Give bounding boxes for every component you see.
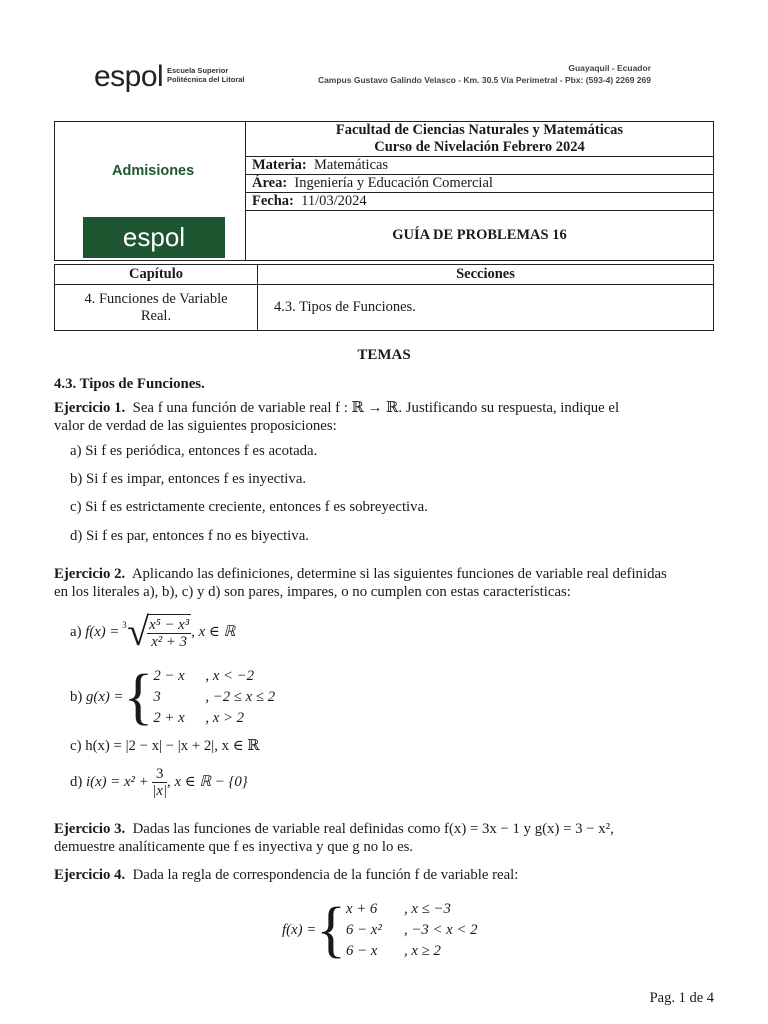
logo-subtitle xyxy=(167,66,245,84)
ej1-label: Ejercicio 1. xyxy=(54,400,126,416)
ej2-d-den: |x| xyxy=(152,782,168,799)
ej2-a-lhs: f(x) = xyxy=(85,624,120,640)
ej2-line2: en los literales a), b), c) y d) son pares, impares, o no cumplen con estas características: xyxy=(54,584,571,600)
espol-badge xyxy=(83,217,225,258)
ej2-a-num: x⁵ − x³ xyxy=(149,617,190,633)
left-brace: { xyxy=(316,896,346,964)
ej3-line2: demuestre analíticamente que f es inyectiva y que g no lo es. xyxy=(54,839,414,855)
ej2-label: Ejercicio 2. xyxy=(54,566,126,582)
ej2-d-lhs: i(x) = x² + xyxy=(86,774,149,790)
ej2-b-cases xyxy=(153,667,275,727)
cube-root xyxy=(122,609,191,654)
ej1-item-a: a) Si f es periódica, entonces f es acotada. xyxy=(70,443,318,459)
ej4-cases xyxy=(346,900,478,960)
ej1-item-c: c) Si f es estrictamente creciente, entonces f es sobreyectiva. xyxy=(70,499,428,515)
ej2-item-b xyxy=(70,664,275,730)
case-cond: , −2 ≤ x ≤ 2 xyxy=(205,689,276,705)
materia-row xyxy=(246,157,714,175)
radical-sign: √ xyxy=(127,609,150,654)
ej2-d-domain: , x ∈ ℝ − {0} xyxy=(167,774,248,790)
logo-sub-line2: Politécnica del Litoral xyxy=(167,75,245,84)
ej1-line1: Sea f una función de variable real f : ℝ → ℝ. Justificando su respuesta, indique el xyxy=(132,400,620,416)
chapter-table xyxy=(54,264,714,331)
chapter-cell xyxy=(55,285,258,331)
case-cond: , x < −2 xyxy=(205,668,255,684)
case-expr: 6 − x xyxy=(345,943,378,959)
admisiones-label: Admisiones xyxy=(112,163,195,179)
ej4-label: Ejercicio 4. xyxy=(54,867,126,883)
area-row xyxy=(246,175,714,193)
ejercicio-3 xyxy=(54,820,716,856)
fecha-value: 11/03/2024 xyxy=(301,193,367,209)
ej4-function xyxy=(282,897,478,963)
case-expr: 6 − x² xyxy=(345,922,382,938)
ej2-item-d xyxy=(70,763,248,801)
ej4-lhs: f(x) = xyxy=(282,921,317,938)
ej2-b-label: b) xyxy=(70,689,83,705)
ej1-line2: valor de verdad de las siguientes proposiciones: xyxy=(54,418,337,434)
case-expr: 2 + x xyxy=(153,710,185,726)
ej2-b-lhs: g(x) = xyxy=(86,689,124,705)
faculty-cell xyxy=(246,122,714,157)
admisiones-cell xyxy=(55,122,246,261)
materia-label: Materia: xyxy=(252,157,307,173)
ej3-label: Ejercicio 3. xyxy=(54,821,126,837)
faculty-title: Facultad de Ciencias Naturales y Matemáticas xyxy=(335,122,624,138)
logo-wordmark: espol xyxy=(94,60,164,93)
case-cond: , x > 2 xyxy=(205,710,245,726)
ej2-d-num: 3 xyxy=(152,766,167,783)
section-heading: 4.3. Tipos de Funciones. xyxy=(54,376,205,392)
ej2-item-a xyxy=(70,610,235,654)
ej2-d-fraction xyxy=(152,766,167,799)
chapter-line1: 4. Funciones de Variable xyxy=(84,290,228,307)
col-sections: Secciones xyxy=(258,265,714,285)
badge-wordmark: espol xyxy=(122,222,186,252)
area-value: Ingeniería y Educación Comercial xyxy=(294,175,493,191)
radicand xyxy=(147,614,191,650)
letterhead-address: Campus Gustavo Galindo Velasco - Km. 30.5 Vía Perimetral - Pbx: (593-4) 2269 269 xyxy=(317,75,651,85)
materia-value: Matemáticas xyxy=(314,157,389,173)
chapter-line2: Real. xyxy=(140,307,172,324)
ejercicio-2 xyxy=(54,565,716,601)
guide-title: GUÍA DE PROBLEMAS 16 xyxy=(392,227,567,243)
case-cond: , x ≥ 2 xyxy=(403,943,441,959)
ej3-line1: Dadas las funciones de variable real definidas como f(x) = 3x − 1 y g(x) = 3 − x², xyxy=(132,821,614,837)
case-cond: , x ≤ −3 xyxy=(403,901,451,917)
ejercicio-1 xyxy=(54,399,716,435)
guide-title-cell xyxy=(246,211,714,261)
case-expr: 3 xyxy=(153,689,161,705)
col-chapter: Capítulo xyxy=(55,265,258,285)
header-table xyxy=(54,121,714,261)
ej2-a-label: a) xyxy=(70,624,82,640)
page-number: Pag. 1 de 4 xyxy=(649,990,714,1006)
letterhead-location: Guayaquil - Ecuador xyxy=(568,63,651,73)
logo-sub-line1: Escuela Superior xyxy=(167,66,229,75)
ej1-item-b: b) Si f es impar, entonces f es inyectiva. xyxy=(70,471,307,487)
sections-cell: 4.3. Tipos de Funciones. xyxy=(258,285,714,331)
root-index: 3 xyxy=(122,620,127,630)
area-label: Área: xyxy=(252,175,288,191)
ej2-a-den: x² + 3 xyxy=(151,634,188,650)
case-expr: x + 6 xyxy=(345,901,378,917)
ej2-line1: Aplicando las definiciones, determine si las siguientes funciones de variable real definidas xyxy=(131,566,667,582)
ej2-a-domain: , x ∈ ℝ xyxy=(191,624,236,640)
case-cond: , −3 < x < 2 xyxy=(403,922,478,938)
ej2-d-label: d) xyxy=(70,774,83,790)
ej2-item-c: c) h(x) = |2 − x| − |x + 2|, x ∈ ℝ xyxy=(70,738,260,754)
left-brace: { xyxy=(123,663,154,731)
ej1-item-d: d) Si f es par, entonces f no es biyectiva. xyxy=(70,528,309,544)
fecha-label: Fecha: xyxy=(252,193,294,209)
ej4-line1: Dada la regla de correspondencia de la función f de variable real: xyxy=(132,867,519,883)
fecha-row xyxy=(246,193,714,211)
ejercicio-4 xyxy=(54,866,716,884)
temas-heading: TEMAS xyxy=(357,347,411,363)
espol-logo xyxy=(94,60,163,94)
course-title: Curso de Nivelación Febrero 2024 xyxy=(374,139,585,155)
case-expr: 2 − x xyxy=(153,668,185,684)
